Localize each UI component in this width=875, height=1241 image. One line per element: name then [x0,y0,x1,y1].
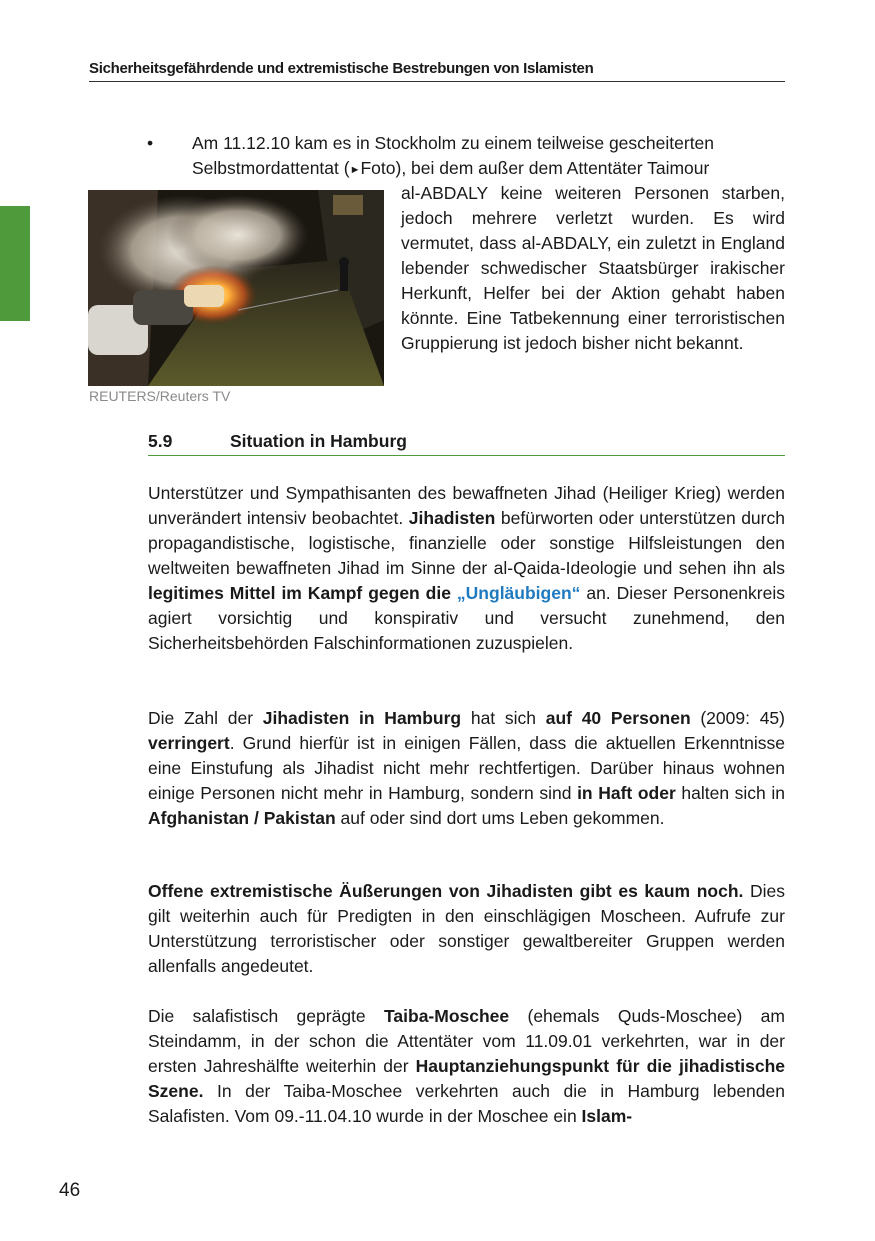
bold-run: Jihadisten [408,508,496,528]
section-number: 5.9 [148,431,173,451]
chapter-tab-marker [0,206,30,321]
text-run: (2009: 45) [690,708,785,728]
bullet-line-1: Am 11.12.10 kam es in Stockholm zu einem teilweise gescheiterten [192,133,715,153]
text-run: . Grund hierfür ist in einigen Fällen, dass die aktuellen Erkenntnisse eine Einstufung als Jihadist nicht mehr rechtfertigen. Darüber hinaus wohnen einige Personen nicht mehr in Hamburg, sondern sind [148,733,785,803]
text-run: halten sich in [675,783,785,803]
bold-run: Jihadisten in Hamburg [262,708,462,728]
section-title: Situation in Hamburg [230,431,407,451]
page-number: 46 [59,1180,81,1201]
car-fire-photo-illustration [88,190,384,386]
bold-run: legitimes Mittel im Kampf gegen die [148,583,457,603]
text-run: hat sich [461,708,546,728]
bullet-line-2-after: Foto), bei dem außer dem Attentäter Taimour [360,158,710,178]
bold-run: auf 40 Personen [545,708,691,728]
bullet-line-2 [192,156,784,184]
bold-run: Afghanistan / Pakistan [148,808,336,828]
text-run: Dies gilt weiterhin auch für Predigten in den einschlägigen Moscheen. Aufrufe zur Unterstützung terroristischer oder sonstiger gewaltbereiter Gruppen werden allenfalls angedeutet. [148,881,785,976]
text-run: (ehemals Quds-Moschee) am Steindamm, in der schon die Attentäter vom 11.09.01 verkehrten, war in der ersten Jahreshälfte weiterhin der [148,1006,785,1076]
bold-run: verringert [148,733,230,753]
highlight-term: „Ungläubigen“ [456,583,581,603]
bullet-line-2-before: Selbstmordattentat ( [192,158,350,178]
bullet-marker: • [147,133,154,153]
arrow-right-icon: ► [349,164,361,176]
section-heading [148,431,785,456]
running-header: Sicherheitsgefährdende und extremistische Bestrebungen von Islamisten [89,60,785,82]
text-run: an. Dieser Personenkreis agiert vorsichtig und konspirativ und versucht zunehmend, den Sicherheitsbehörden Falschinformationen zuzuspielen. [148,583,785,653]
paragraph-supporters [148,481,785,656]
photo-credit: REUTERS/Reuters TV [89,388,231,404]
paragraph-taiba-mosque [148,1004,785,1129]
text-run: befürworten oder unterstützen durch propagandistische, logistische, finanzielle oder sonstige Hilfsleistungen den weltweiten bewaffneten Jihad im Sinne der al-Qaida-Ideologie und sehen ihn als [148,508,785,578]
paragraph-statements [148,879,785,979]
bold-run: Hauptanziehungspunkt für die jihadistische Szene. [148,1056,785,1101]
text-run: Unterstützer und Sympathisanten des bewaffneten Jihad (Heiliger Krieg) werden unverändert intensiv beobachtet. [148,483,785,528]
bullet-wrap-text: al-ABDALY keine weiteren Personen starben, jedoch mehrere verletzt wurden. Es wird vermutet, dass al-ABDALY, ein zuletzt in England lebender schwedischer Staatsbürger irakischer Herkunft, Helfer bei der Aktion gehabt haben könnte. Eine Tatbekennung einer terroristischen Gruppierung ist jedoch bisher nicht bekannt. [401,183,785,353]
text-run: Die salafistisch geprägte [148,1006,385,1026]
bold-run: Offene extremistische Äußerungen von Jihadisten gibt es kaum noch. [148,881,744,901]
news-photo [88,190,384,386]
bold-run: Islam- [581,1106,633,1126]
text-run: In der Taiba-Moschee verkehrten auch die in Hamburg lebenden Salafisten. Vom 09.-11.04.10 wurde in der Moschee ein [148,1081,785,1126]
paragraph-jihadist-count [148,706,785,831]
text-run: Die Zahl der [148,708,263,728]
bold-run: Taiba-Moschee [384,1006,510,1026]
bold-run: in Haft oder [577,783,676,803]
text-run: auf oder sind dort ums Leben gekommen. [335,808,665,828]
